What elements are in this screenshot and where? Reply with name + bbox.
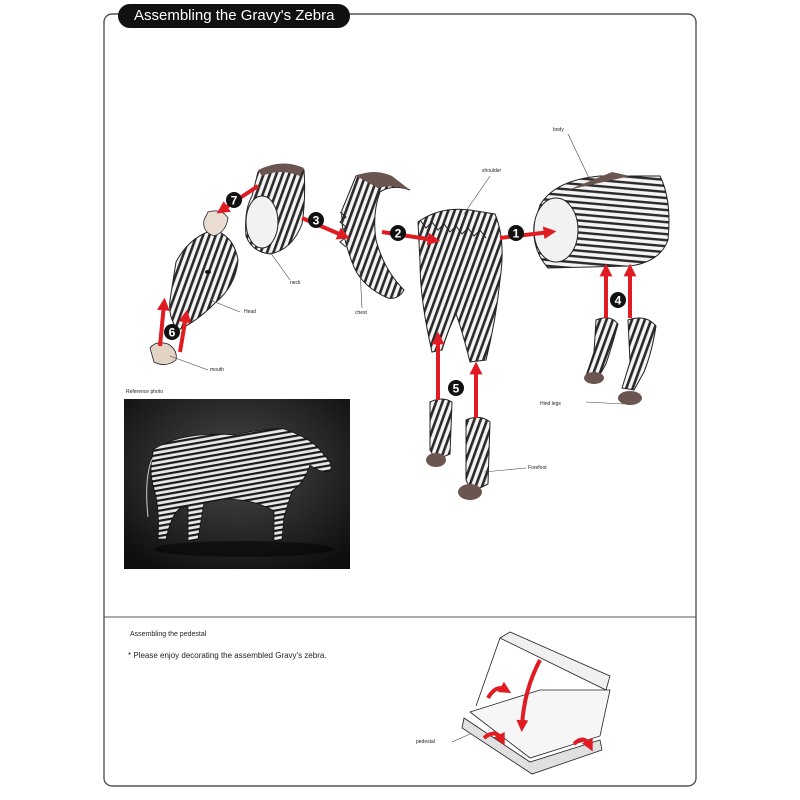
fold-arrow-left — [488, 688, 506, 698]
pedestal-board — [462, 632, 610, 774]
label-chest: chest — [355, 310, 367, 316]
reference-photo-caption: Reference photo — [126, 389, 163, 395]
pedestal-section-title: Assembling the pedestal — [130, 631, 207, 638]
svg-text:1: 1 — [512, 226, 520, 241]
page-title: Assembling the Gravy's Zebra — [118, 4, 350, 28]
label-forefoot: Forefoot — [528, 465, 547, 471]
fold-arrow-right — [574, 739, 590, 746]
svg-text:6: 6 — [168, 325, 176, 340]
svg-text:3: 3 — [312, 213, 320, 228]
label-hind-legs: Hind legs — [540, 401, 561, 407]
label-pedestal: pedestal — [416, 739, 435, 745]
svg-text:5: 5 — [452, 381, 460, 396]
label-head: Head — [244, 309, 256, 315]
pedestal-note: * Please enjoy decorating the assembled Gravy's zebra. — [128, 651, 327, 660]
label-mouth: mouth — [210, 367, 224, 373]
label-shoulder: shoulder — [482, 168, 502, 174]
svg-text:2: 2 — [394, 226, 402, 241]
label-neck: neck — [290, 280, 301, 286]
label-body: body — [553, 127, 564, 133]
svg-text:7: 7 — [230, 193, 238, 208]
svg-text:4: 4 — [614, 293, 622, 308]
